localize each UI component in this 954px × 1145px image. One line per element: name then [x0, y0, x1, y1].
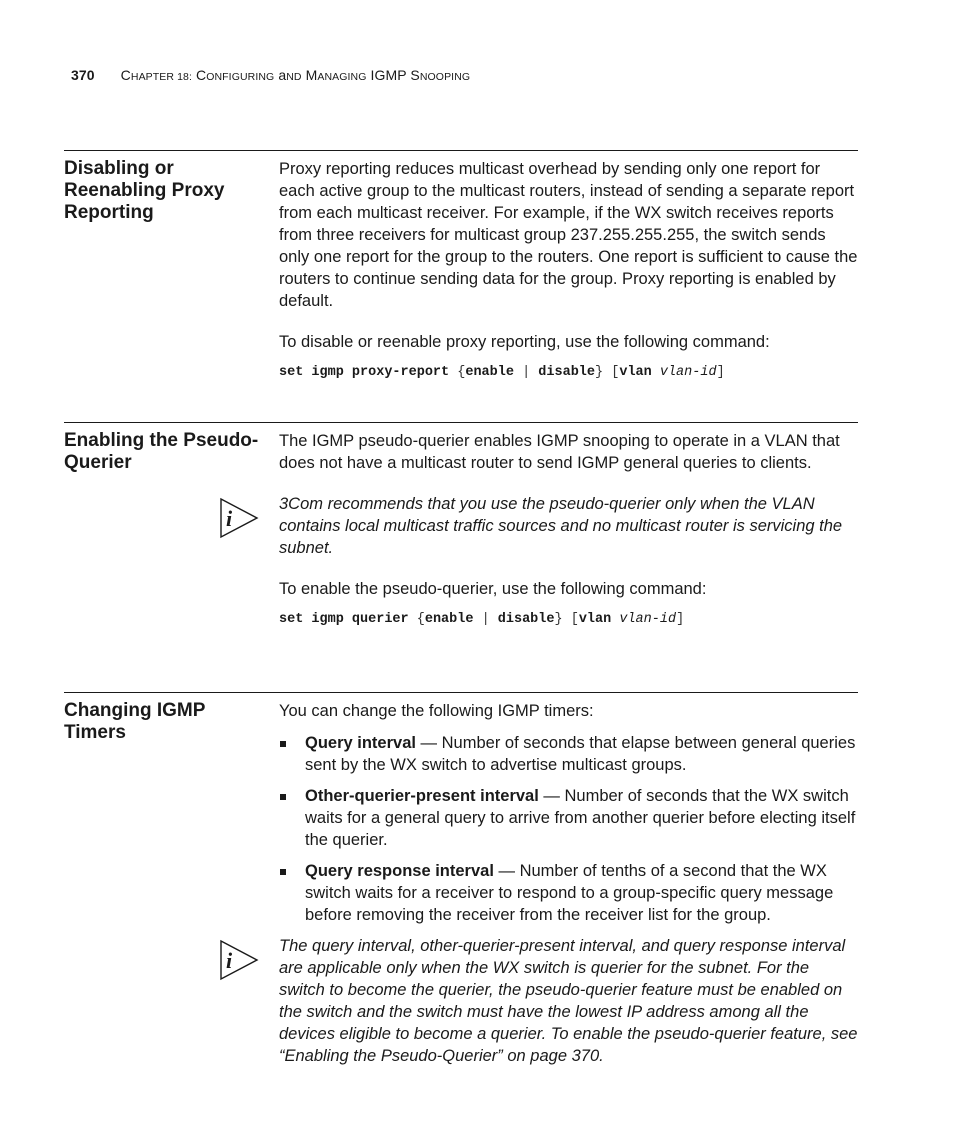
- page-number: 370: [71, 67, 95, 83]
- paragraph: The IGMP pseudo-querier enables IGMP snooping to operate in a VLAN that does not have a multicast router to send IGMP general queries to clients.: [279, 432, 840, 472]
- command-syntax: set igmp proxy-report {enable | disable} [vlan vlan-id]: [279, 365, 725, 380]
- note: [226, 493, 859, 559]
- paragraph: Proxy reporting reduces multicast overhead by sending only one report for each active group to the multicast routers, instead of sending a separate report from each multicast receiver. For example, if the WX switch receives reports from three receivers for multicast group 237.255.255.255, the switch sends only one report for the group to the routers. One report is sufficient to cause the routers to continue sending data for the group. Proxy reporting is enabled by default.: [279, 160, 858, 310]
- section-body: [226, 700, 859, 1067]
- paragraph: You can change the following IGMP timers:: [279, 702, 594, 720]
- section-title: Disabling or Reenabling Proxy Reporting: [64, 158, 225, 223]
- section-proxy-reporting: [64, 150, 858, 421]
- section-title: Changing IGMP Timers: [64, 700, 206, 743]
- chapter-title-word: MANAGING: [305, 67, 367, 83]
- section-igmp-timers: [64, 692, 858, 1113]
- svg-text:i: i: [226, 506, 233, 531]
- paragraph: To disable or reenable proxy reporting, use the following command:: [279, 333, 770, 351]
- chapter-title-word: aND: [278, 67, 302, 83]
- command-syntax: set igmp querier {enable | disable} [vlan vlan-id]: [279, 612, 685, 627]
- section-body: [279, 158, 859, 383]
- timer-list: [279, 732, 859, 926]
- paragraph: To enable the pseudo-querier, use the following command:: [279, 580, 707, 598]
- chapter-title: [121, 67, 470, 83]
- chapter-title-word: SNOOPING: [410, 67, 471, 83]
- section-body: [226, 430, 859, 630]
- list-item: Query interval — Number of seconds that elapse between general queries sent by the WX switch to advertise multicast groups.: [279, 732, 859, 776]
- chapter-prefix: CHAPTER 18:: [120, 67, 192, 83]
- info-note-icon: [219, 939, 259, 981]
- section-title: Enabling the Pseudo-Querier: [64, 430, 259, 473]
- list-item: Other-querier-present interval — Number of seconds that the WX switch waits for a general query to arrive from another querier before electing itself the querier.: [279, 785, 859, 851]
- chapter-title-word: CONFIGURING: [196, 67, 275, 83]
- note-text: The query interval, other-querier-present interval, and query response interval are applicable only when the WX switch is querier for the subnet. For the switch to become the querier, the pseudo-querier feature must be enabled on the switch and the switch must have the lowest IP address among all the devices eligible to become a querier. To enable the pseudo-querier feature, see “Enabling the Pseudo-Querier” on page 370.: [279, 937, 858, 1065]
- note-text: 3Com recommends that you use the pseudo-querier only when the VLAN contains local multicast traffic sources and no multicast router is servicing the subnet.: [279, 495, 843, 557]
- info-note-icon: [219, 497, 259, 539]
- chapter-title-word: IGMP: [370, 67, 407, 83]
- note: [226, 935, 859, 1067]
- list-item: Query response interval — Number of tenths of a second that the WX switch waits for a receiver to respond to a group-specific query message before removing the receiver from the receiver list for the group.: [279, 860, 859, 926]
- svg-text:i: i: [226, 948, 233, 973]
- running-header: [71, 67, 470, 83]
- section-pseudo-querier: [64, 422, 858, 691]
